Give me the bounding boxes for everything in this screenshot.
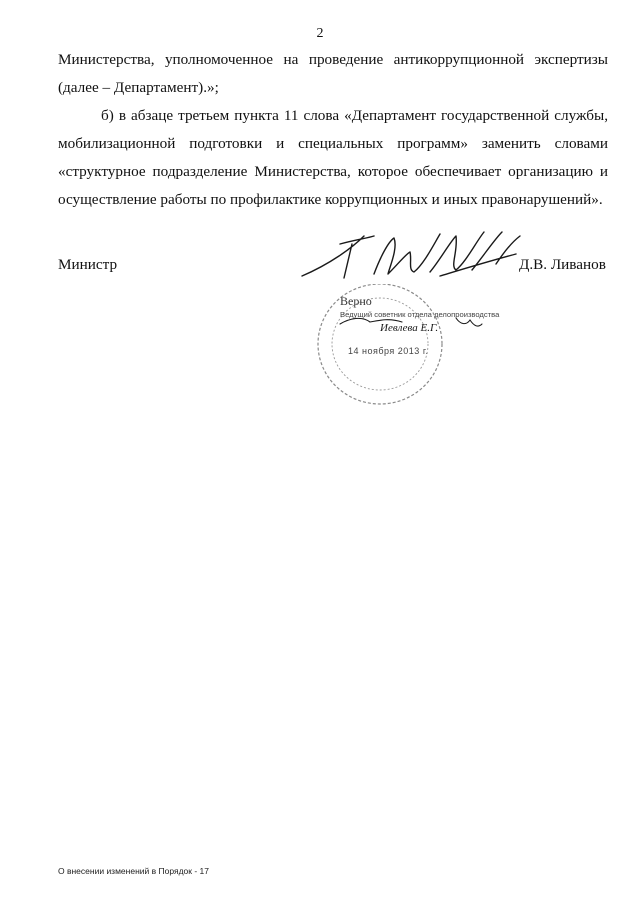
stamp-position: Ведущий советник отдела делопроизводства — [340, 310, 500, 319]
page-number: 2 — [316, 26, 324, 41]
footer-note: О внесении изменений в Порядок - 17 — [58, 866, 209, 876]
signatory-title: Министр — [58, 256, 118, 273]
paragraph-2-line-3: «структурное подразделение Министерства, которое обеспечивает организацию и — [58, 163, 608, 180]
stamp-name: Иевлева Е.Г. — [380, 322, 439, 334]
stamp-header: Верно — [340, 294, 372, 308]
handwritten-signature — [290, 214, 530, 294]
paragraph-2-line-4: осуществление работы по профилактике коррупционных и иных правонарушений». — [58, 191, 603, 208]
certification-stamp — [310, 284, 510, 414]
stamp-date: 14 ноября 2013 г. — [348, 346, 429, 356]
paragraph-1-line-2: (далее – Департамент).»; — [58, 79, 219, 96]
signatory-name: Д.В. Ливанов — [519, 256, 606, 273]
paragraph-1-line-1: Министерства, уполномоченное на проведение антикоррупционной экспертизы — [58, 51, 608, 68]
paragraph-2-line-1: б) в абзаце третьем пункта 11 слова «Департамент государственной службы, — [101, 107, 608, 124]
paragraph-2-line-2: мобилизационной подготовки и специальных программ» заменить словами — [58, 135, 608, 152]
paragraph-2 — [58, 102, 608, 214]
paragraph-1 — [58, 46, 608, 102]
